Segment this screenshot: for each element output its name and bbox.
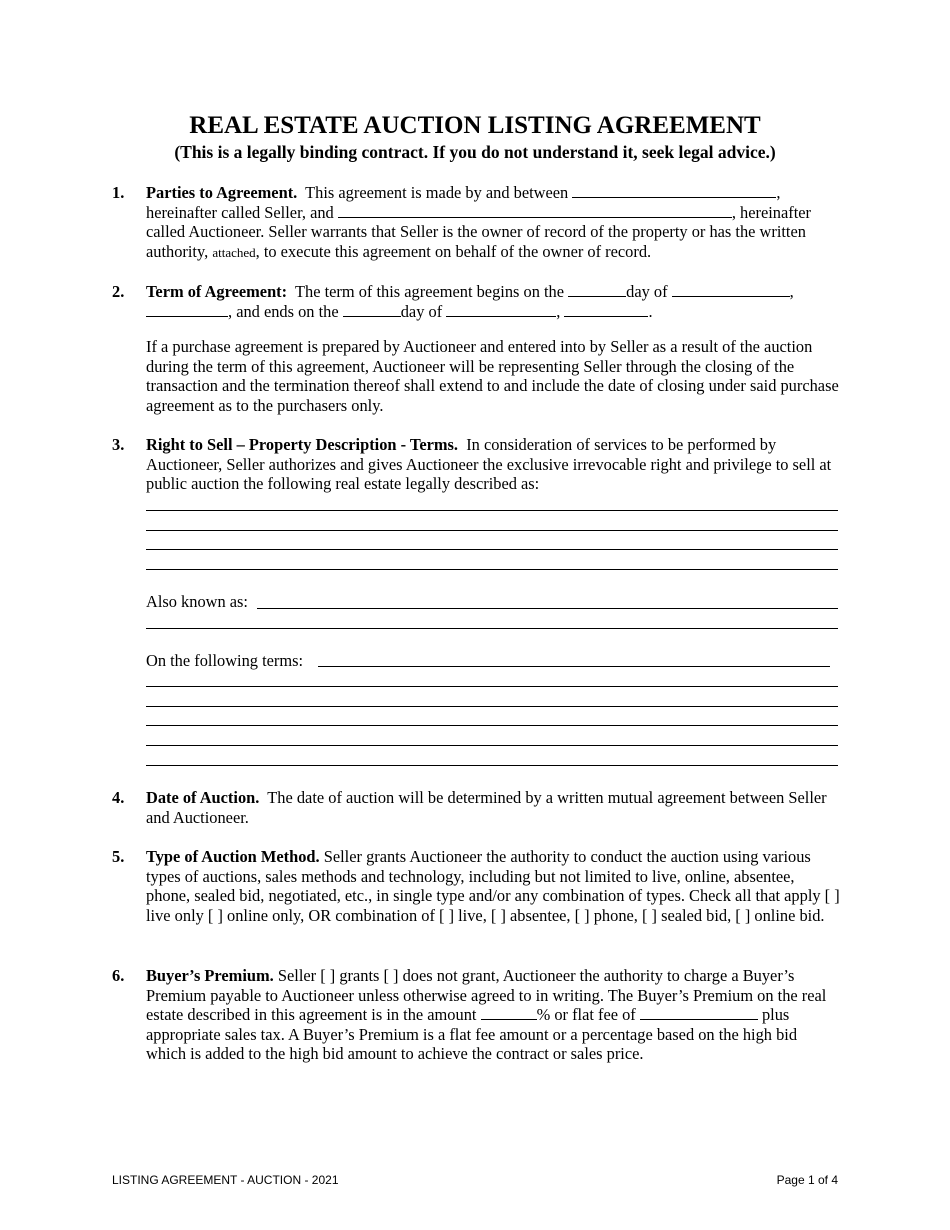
auctioneer-name-field[interactable] (338, 203, 732, 218)
section-right-to-sell (112, 435, 841, 494)
terms-line[interactable] (146, 706, 838, 707)
section-text: Seller [ ] grants [ ] does not grant, Auctioneer the authority to charge a Buyer’s Premium payable to Auctioneer unless otherwise agreed to in writing. The Buyer’s Premium on the real estate described in this agreement is in the amount (146, 966, 827, 1025)
section-text: , hereinafter called Auctioneer. Seller warrants that Seller is the owner of record of the property or has the written authority, (146, 202, 812, 261)
section-heading: Buyer’s Premium. (146, 966, 274, 985)
section-text: The term of this agreement begins on the (295, 282, 565, 301)
also-known-as-field[interactable] (257, 608, 838, 609)
also-known-as-line[interactable] (146, 628, 838, 629)
legal-description-line[interactable] (146, 549, 838, 550)
start-year-field[interactable] (146, 302, 228, 317)
terms-line[interactable] (146, 765, 838, 766)
section-term-paragraph: If a purchase agreement is prepared by Auctioneer and entered into by Seller as a result of the auction during the term of this agreement, Auctioneer will be representing Seller through the closing of the transaction and the termination thereof shall extend to and include the date of closing under said purchase agreement as to the purchasers only. (146, 337, 839, 415)
section-number: 3. (112, 435, 125, 454)
attached-note: attached (212, 244, 256, 260)
section-text: In consideration of services to be performed by Auctioneer, Seller authorizes and gives Auctioneer the exclusive irrevocable right and privilege to sell at public auction the following real estate legally described as: (146, 435, 832, 494)
end-day-field[interactable] (343, 302, 401, 317)
section-text: , (776, 183, 781, 202)
premium-percent-field[interactable] (481, 1005, 537, 1020)
terms-line[interactable] (146, 686, 838, 687)
terms-label: On the following terms: (146, 651, 304, 670)
section-text: hereinafter called Seller, and (146, 202, 334, 222)
footer-page-number: Page 1 of 4 (776, 1173, 838, 1187)
section-text: . (648, 301, 653, 321)
section-number: 1. (112, 183, 125, 202)
legal-description-line[interactable] (146, 569, 838, 570)
document-title: REAL ESTATE AUCTION LISTING AGREEMENT (189, 112, 761, 139)
section-text: , to execute this agreement on behalf of the owner of record. (255, 241, 652, 261)
seller-name-field[interactable] (572, 183, 776, 198)
terms-field[interactable] (318, 666, 830, 667)
section-text: Seller grants Auctioneer the authority to conduct the auction using various types of auctions, sales methods and technology, including but not limited to live, online, absentee, phone, sealed bid, negotiated, etc., in single type and/or any combination of types. Check all that apply [ ] live only [ ] online only, OR combination of [ ] live, [ ] absentee, [ ] phone, [ ] sealed bid, [ ] online bid. (146, 847, 840, 925)
section-heading: Date of Auction. (146, 788, 260, 807)
section-number: 2. (112, 282, 125, 301)
legal-description-line[interactable] (146, 530, 838, 531)
also-known-as-label: Also known as: (146, 592, 248, 611)
section-term (112, 282, 841, 321)
section-auction-method (112, 847, 841, 925)
section-number: 6. (112, 966, 125, 985)
start-month-field[interactable] (672, 282, 790, 297)
section-heading: Type of Auction Method. (146, 847, 320, 866)
section-text: plus appropriate sales tax. A Buyer’s Premium is a flat fee amount or a percentage based on the high bid which is added to the high bid amount to achieve the contract or sales price. (146, 1005, 798, 1064)
section-parties (112, 183, 841, 262)
section-number: 4. (112, 788, 125, 807)
section-buyers-premium (112, 966, 841, 1064)
section-text: The date of auction will be determined by a written mutual agreement between Seller and Auctioneer. (146, 788, 827, 827)
terms-line[interactable] (146, 725, 838, 726)
section-text: , and ends on the (228, 301, 339, 321)
section-heading: Parties to Agreement. (146, 183, 298, 202)
legal-description-line[interactable] (146, 510, 838, 511)
section-text: , (556, 301, 561, 321)
section-heading: Right to Sell – Property Description - Terms. (146, 435, 458, 454)
section-heading: Term of Agreement: (146, 282, 288, 301)
section-text: day of (626, 282, 668, 301)
section-date-of-auction (112, 788, 841, 827)
start-day-field[interactable] (568, 282, 626, 297)
premium-flat-fee-field[interactable] (640, 1005, 758, 1020)
section-text: , (789, 282, 794, 301)
section-text: day of (400, 301, 443, 321)
end-month-field[interactable] (446, 302, 556, 317)
document-subtitle: (This is a legally binding contract. If you do not understand it, seek legal advice.) (174, 142, 776, 162)
terms-line[interactable] (146, 745, 838, 746)
section-text: % or flat fee of (536, 1005, 636, 1025)
footer-document-id: LISTING AGREEMENT - AUCTION - 2021 (112, 1173, 339, 1187)
section-number: 5. (112, 847, 125, 866)
section-text: This agreement is made by and between (305, 183, 569, 202)
end-year-field[interactable] (564, 302, 648, 317)
